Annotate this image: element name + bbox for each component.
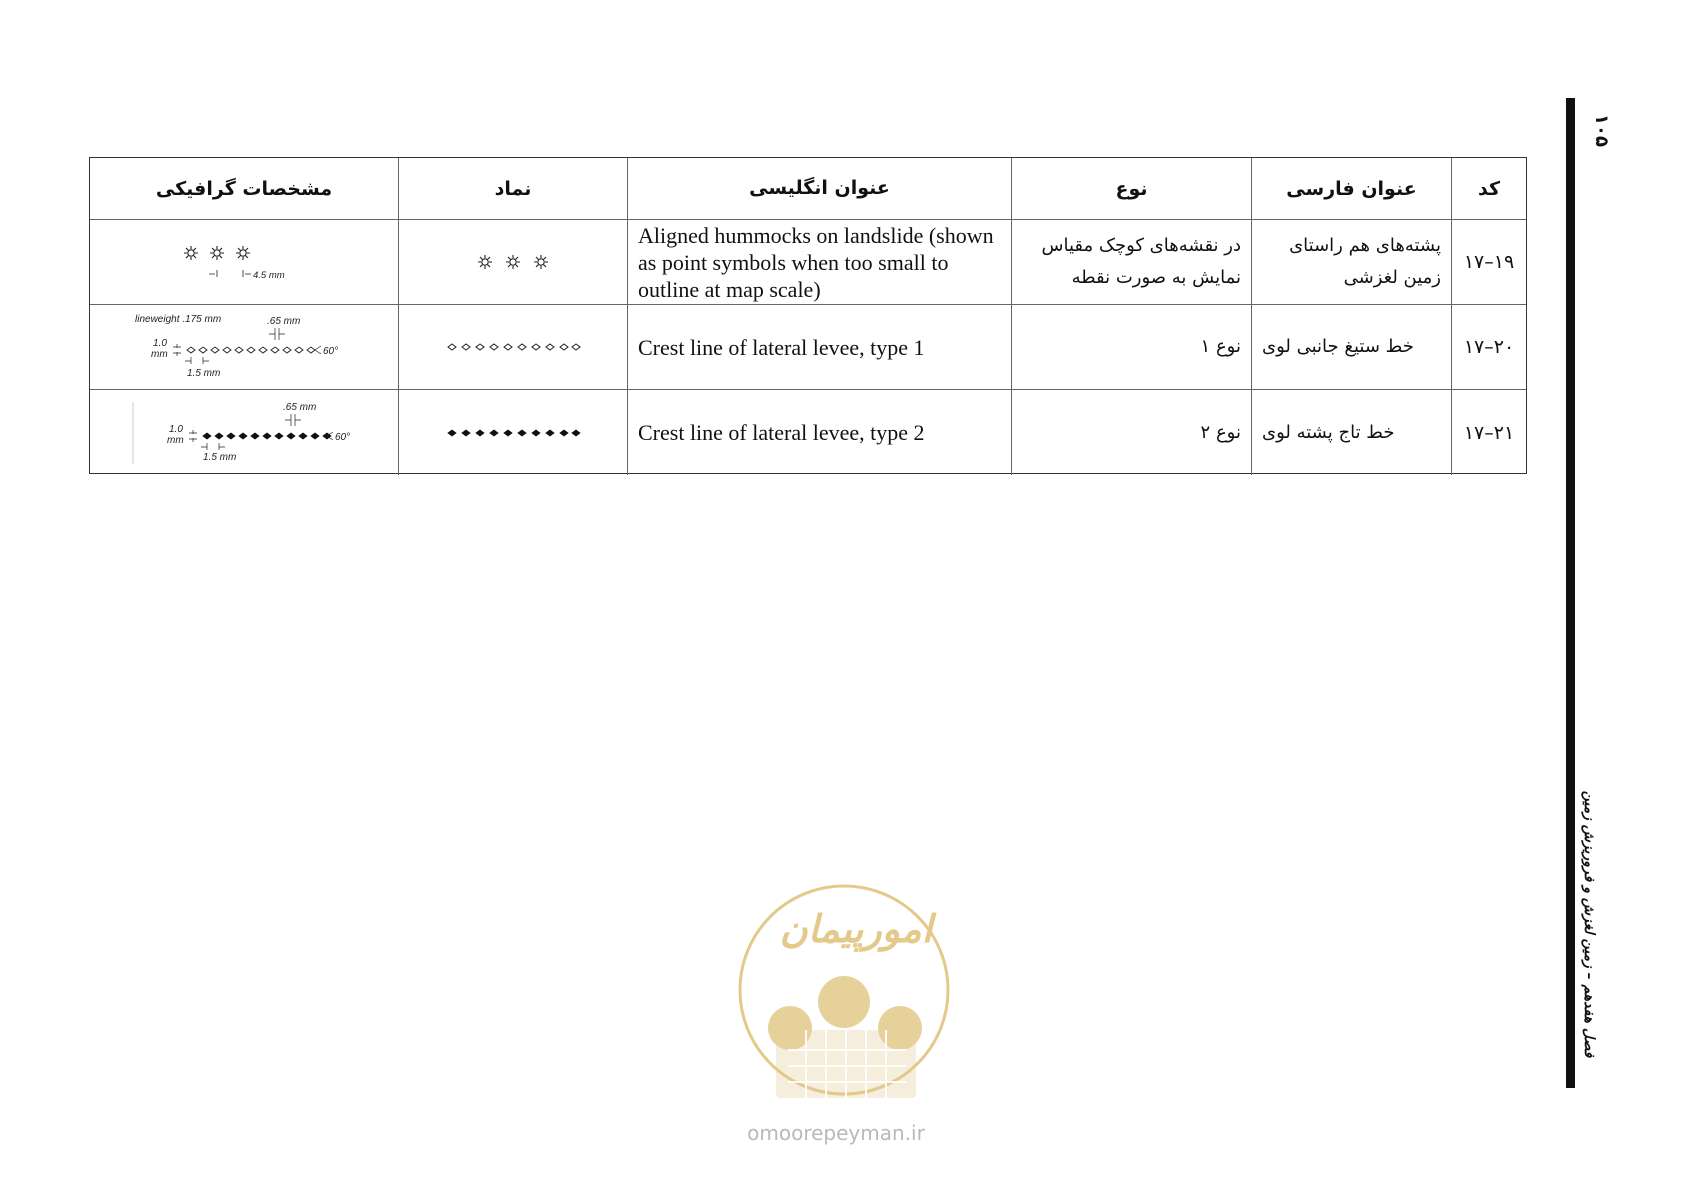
page-number: ۱۰۵ bbox=[1591, 114, 1612, 147]
spec-height-label: 1.0 bbox=[153, 338, 167, 349]
row-graphic-spec bbox=[90, 305, 398, 389]
table-row bbox=[90, 390, 1526, 475]
spec-height-unit-label: mm bbox=[151, 349, 168, 360]
row-graphic-spec bbox=[90, 220, 398, 304]
watermark-site: omoorepeyman.ir bbox=[747, 1121, 925, 1145]
spec-gap-label: .65 mm bbox=[267, 316, 301, 327]
row-symbol bbox=[398, 390, 627, 475]
watermark-logo-text: امورپیمان bbox=[779, 907, 933, 951]
spec-diagram bbox=[169, 237, 319, 287]
spec-length-label: 1.5 mm bbox=[187, 368, 221, 379]
spec-angle-label: 60° bbox=[323, 346, 339, 357]
spec-lineweight-label: lineweight .175 mm bbox=[135, 314, 222, 325]
filled-diamond-icon bbox=[446, 427, 581, 439]
spec-length-label: 1.5 mm bbox=[203, 451, 237, 463]
hummock-star-icon bbox=[473, 250, 553, 274]
spec-height-label: 1.0 bbox=[169, 423, 183, 435]
row-graphic-spec bbox=[90, 390, 398, 475]
row-english-title: Crest line of lateral levee, type 1 bbox=[627, 305, 1011, 389]
header-symbol: نماد bbox=[398, 158, 627, 219]
header-english-title: عنوان انگلیسی bbox=[627, 158, 1011, 219]
header-persian-title: عنوان فارسی bbox=[1251, 158, 1451, 219]
row-code: ۱۷–۲۱ bbox=[1451, 390, 1526, 475]
spec-spacing-label: 4.5 mm bbox=[253, 270, 285, 281]
symbols-table bbox=[89, 157, 1527, 474]
header-code: کد bbox=[1451, 158, 1526, 219]
row-code: ۱۷–۱۹ bbox=[1451, 220, 1526, 304]
row-english-title: Crest line of lateral levee, type 2 bbox=[627, 390, 1011, 475]
table-header-row bbox=[90, 158, 1526, 220]
table-row bbox=[90, 305, 1526, 390]
header-graphic-spec: مشخصات گرافیکی bbox=[155, 177, 333, 200]
row-symbol bbox=[398, 220, 627, 304]
spec-diagram bbox=[129, 398, 359, 468]
row-type: نوع ۲ bbox=[1011, 390, 1251, 475]
table-row bbox=[90, 220, 1526, 305]
row-english-title: Aligned hummocks on landslide (shown as point symbols when too small to outline at map scale) bbox=[627, 220, 1011, 304]
row-type: در نقشه‌های کوچک مقیاس نمایش به صورت نقطه bbox=[1011, 220, 1251, 304]
row-persian-title: خط ستیغ جانبی لوی bbox=[1251, 305, 1451, 389]
spec-height-unit-label: mm bbox=[167, 434, 184, 446]
spec-angle-label: 60° bbox=[335, 431, 351, 443]
row-persian-title: پشته‌های هم راستای زمین لغزشی bbox=[1251, 220, 1451, 304]
row-code: ۱۷–۲۰ bbox=[1451, 305, 1526, 389]
row-persian-title: خط تاج پشته لوی bbox=[1251, 390, 1451, 475]
spec-gap-label: .65 mm bbox=[283, 401, 317, 413]
spec-diagram bbox=[129, 312, 359, 382]
watermark-logo-icon bbox=[736, 880, 956, 1150]
hollow-diamond-icon bbox=[446, 341, 581, 353]
chapter-caption: فصل هفدهم – زمین لغزش و فروریزش زمین bbox=[1581, 790, 1597, 1058]
row-type: نوع ۱ bbox=[1011, 305, 1251, 389]
header-type: نوع bbox=[1011, 158, 1251, 219]
row-symbol bbox=[398, 305, 627, 389]
watermark bbox=[736, 880, 956, 1150]
